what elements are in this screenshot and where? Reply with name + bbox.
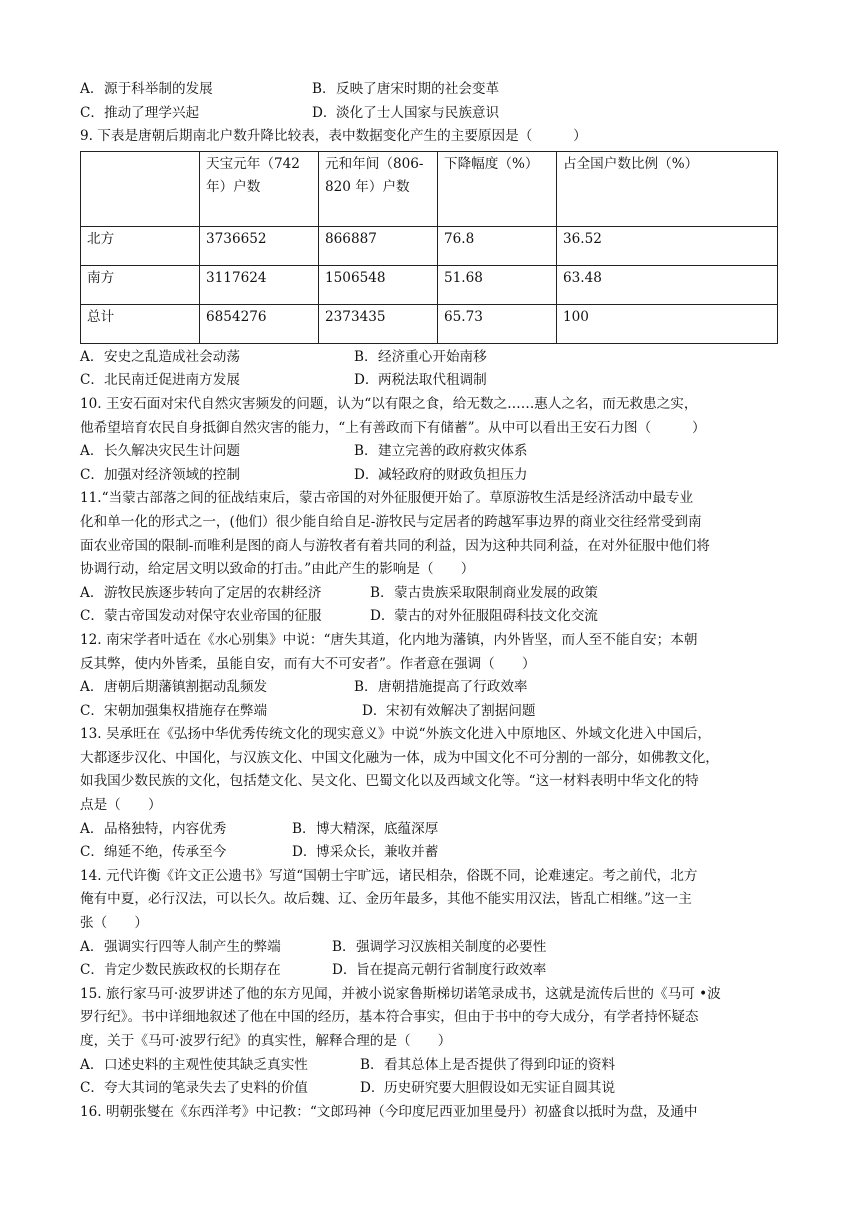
question-15-stem: 罗行纪》。书中详细地叙述了他在中国的经历，基本符合事实，但由于书中的夸大成分，有学者持怀疑态 xyxy=(80,1009,699,1026)
option-c: C．北民南迁促进南方发展 xyxy=(80,372,240,389)
option-row xyxy=(80,841,780,865)
question-13-stem: 13. 吴承旺在《弘扬中华优秀传统文化的现实意义》中说“外族文化进入中原地区、外域文化进入中国后， xyxy=(80,726,712,743)
table-cell: 6854276 xyxy=(200,304,319,343)
question-12-stem: 12. 南宋学者叶适在《水心别集》中说：“唐失其道，化内地为藩镇，内外皆坚，而人至不能自安；本朝 xyxy=(80,631,698,648)
option-c: C．绵延不绝，传承至今 xyxy=(80,844,227,861)
option-row xyxy=(80,959,780,983)
option-c: C．肯定少数民族政权的长期存在 xyxy=(80,962,281,979)
option-row xyxy=(80,464,780,488)
option-a: A．安史之乱造成社会动荡 xyxy=(80,348,240,365)
option-b: B．强调学习汉族相关制度的必要性 xyxy=(332,938,547,955)
table-header-cell: 天宝元年（742年）户数 xyxy=(200,151,319,226)
question-13-stem: 大都逐步汉化、中国化，与汉族文化、中国文化融为一体，成为中国文化不可分割的一部分，如佛教文化， xyxy=(80,749,719,766)
option-d: D．宋初有效解决了割据问题 xyxy=(362,702,536,719)
question-11-stem: 化和单一化的形式之一，(他们）很少能自给自足-游牧民与定居者的跨越军事边界的商业交往经常受到南 xyxy=(80,513,702,530)
option-d: D．蒙古的对外征服阻碍科技文化交流 xyxy=(370,608,598,625)
option-row xyxy=(80,369,780,393)
option-row xyxy=(80,102,780,126)
option-a: A．长久解决灾民生计问题 xyxy=(80,443,240,460)
option-row xyxy=(80,78,780,102)
table-cell: 100 xyxy=(557,304,778,343)
option-d: D．博采众长，兼收并蓄 xyxy=(292,844,439,861)
option-a: A．品格独特，内容优秀 xyxy=(80,820,227,837)
table-cell: 65.73 xyxy=(438,304,557,343)
option-c: C．夸大其词的笔录失去了史料的价值 xyxy=(80,1080,308,1097)
question-15-stem: 15. 旅行家马可·波罗讲述了他的东方见闻，并被小说家鲁斯梯切诺笔录成书，这就是流传后世的《马可 •波 xyxy=(80,985,721,1002)
option-d: D．减轻政府的财政负担压力 xyxy=(354,466,528,483)
option-row xyxy=(80,936,780,960)
table-cell: 2373435 xyxy=(319,304,438,343)
table-header-row xyxy=(81,151,778,226)
option-b: B．看其总体上是否提供了得到印证的资料 xyxy=(360,1056,616,1073)
option-a: A．口述史料的主观性使其缺乏真实性 xyxy=(80,1056,308,1073)
question-14-stem: 张（ ） xyxy=(80,915,148,932)
option-c: C．加强对经济领域的控制 xyxy=(80,466,240,483)
option-a: A．唐朝后期藩镇割据动乱频发 xyxy=(80,679,268,696)
option-row xyxy=(80,346,780,370)
option-row xyxy=(80,440,780,464)
question-10-stem: 他希望培育农民自身抵御自然灾害的能力，“上有善政而下有储蓄”。从中可以看出王安石力图（ ） xyxy=(80,419,706,436)
option-d: D．两税法取代租调制 xyxy=(354,372,487,389)
table-header-cell: 占全国户数比例（%） xyxy=(557,151,778,226)
option-c: C．蒙古帝国发动对保守农业帝国的征服 xyxy=(80,608,322,625)
table-row xyxy=(81,304,778,343)
option-d: D．淡化了士人国家与民族意识 xyxy=(312,104,500,121)
table-cell: 51.68 xyxy=(438,265,557,304)
option-d: D．历史研究要大胆假设如无实证自圆其说 xyxy=(360,1080,616,1097)
question-10-stem: 10. 王安石面对宋代自然灾害频发的问题，认为“以有限之食，给无数之……惠人之名，而无救患之实， xyxy=(80,395,698,412)
question-11-stem: 11.“当蒙古部落之间的征战结束后，蒙古帝国的对外征服便开始了。草原游牧生活是经济活动中最专业 xyxy=(80,490,694,507)
exam-page xyxy=(80,78,780,1124)
option-row xyxy=(80,700,780,724)
table-cell: 36.52 xyxy=(557,226,778,265)
option-b: B．建立完善的政府救灾体系 xyxy=(354,443,528,460)
table-cell: 63.48 xyxy=(557,265,778,304)
option-row xyxy=(80,818,780,842)
question-11-stem: 协调行动，给定居文明以致命的打击。”由此产生的影响是（ ） xyxy=(80,561,475,578)
option-a: A．源于科举制的发展 xyxy=(80,81,213,97)
table-row xyxy=(81,265,778,304)
option-b: B．博大精深，底蕴深厚 xyxy=(292,820,439,837)
question-15-stem: 度，关于《马可·波罗行纪》的真实性，解释合理的是（ ） xyxy=(80,1033,452,1049)
option-row xyxy=(80,605,780,629)
question-13-stem: 点是（ ） xyxy=(80,797,162,814)
table-header-cell xyxy=(81,151,200,226)
option-b: B．唐朝措施提高了行政效率 xyxy=(354,679,528,696)
table-cell: 北方 xyxy=(81,226,200,265)
option-row xyxy=(80,582,780,606)
table-cell: 3117624 xyxy=(200,265,319,304)
question-14-stem: 14. 元代许衡《许文正公遗书》写道“国朝士宇旷远，诸民相杂，俗既不同，论难速定。考之前代，北方 xyxy=(80,867,698,884)
option-a: A．游牧民族逐步转向了定居的农耕经济 xyxy=(80,584,322,601)
table-cell: 1506548 xyxy=(319,265,438,304)
option-b: B．经济重心开始南移 xyxy=(354,348,487,365)
option-b: B．反映了唐宋时期的社会变革 xyxy=(312,81,500,97)
option-row xyxy=(80,676,780,700)
question-11-stem: 面农业帝国的限制-而唯利是图的商人与游牧者有着共同的利益，因为这种共同利益，在对外征服中他们将 xyxy=(80,537,710,554)
option-a: A．强调实行四等人制产生的弊端 xyxy=(80,938,281,955)
household-table xyxy=(80,151,778,344)
option-c: C．推动了理学兴起 xyxy=(80,104,200,121)
option-row xyxy=(80,1077,780,1101)
question-16-stem: 16. 明朝张燮在《东西洋考》中记教：“文郎玛神（今印度尼西亚加里曼丹）初盛食以抵时为盘，及通中 xyxy=(80,1103,698,1120)
question-9-stem: 9. 下表是唐朝后期南北户数升降比较表，表中数据变化产生的主要原因是（ ） xyxy=(80,128,587,145)
table-cell: 76.8 xyxy=(438,226,557,265)
table-header-cell: 下降幅度（%） xyxy=(438,151,557,226)
option-row xyxy=(80,1054,780,1078)
table-cell: 总计 xyxy=(81,304,200,343)
table-cell: 南方 xyxy=(81,265,200,304)
option-b: B．蒙古贵族采取限制商业发展的政策 xyxy=(370,584,598,601)
table-row xyxy=(81,226,778,265)
table-header-cell: 元和年间（806-820 年）户数 xyxy=(319,151,438,226)
question-12-stem: 反其弊，使内外皆柔，虽能自安，而有大不可安者”。作者意在强调（ ） xyxy=(80,655,536,672)
question-14-stem: 俺有中夏，必行汉法，可以长久。故后魏、辽、金历年最多，其他不能实用汉法，皆乱亡相继。”这一主 xyxy=(80,891,692,908)
option-c: C．宋朝加强集权措施存在弊端 xyxy=(80,702,268,719)
table-cell: 866887 xyxy=(319,226,438,265)
table-cell: 3736652 xyxy=(200,226,319,265)
question-13-stem: 如我国少数民族的文化，包括楚文化、吴文化、巴蜀文化以及西域文化等。“这一材料表明中华文化的特 xyxy=(80,773,699,790)
option-d: D．旨在提高元朝行省制度行政效率 xyxy=(332,962,547,979)
